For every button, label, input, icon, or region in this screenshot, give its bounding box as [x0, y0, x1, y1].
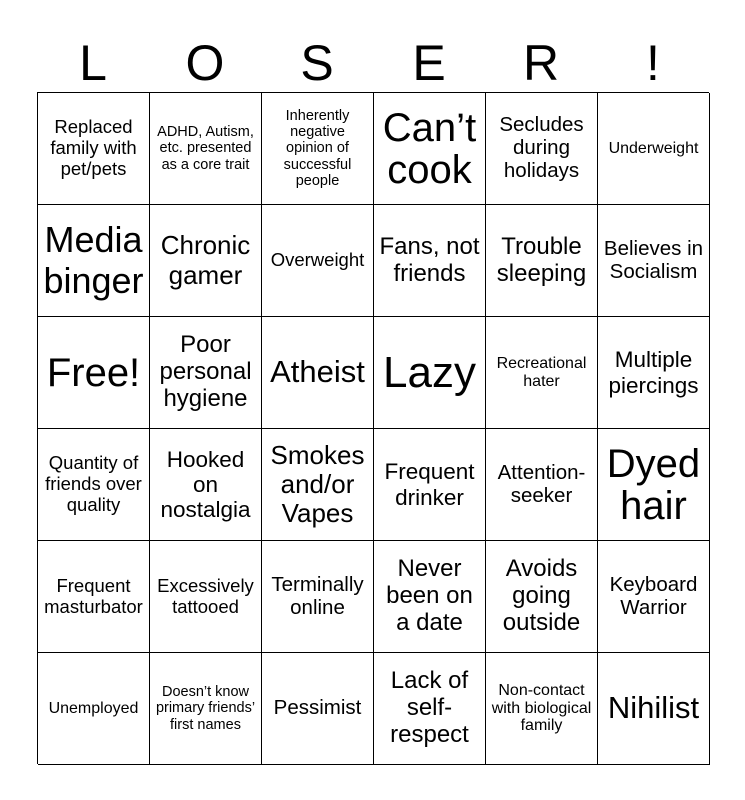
bingo-cell[interactable]: ADHD, Autism, etc. presented as a core trait: [150, 93, 262, 205]
title-letter-s: S: [300, 35, 334, 91]
bingo-cell[interactable]: Fans, not friends: [374, 205, 486, 317]
bingo-cell[interactable]: Lazy: [374, 317, 486, 429]
bingo-cell[interactable]: Media binger: [38, 205, 150, 317]
bingo-cell[interactable]: Keyboard Warrior: [598, 541, 710, 653]
bingo-cell[interactable]: Frequent drinker: [374, 429, 486, 541]
title-letter-e: E: [412, 35, 446, 91]
bingo-cell[interactable]: Replaced family with pet/pets: [38, 93, 150, 205]
bingo-cell[interactable]: Unemployed: [38, 653, 150, 765]
bingo-cell[interactable]: Nihilist: [598, 653, 710, 765]
bingo-cell[interactable]: Never been on a date: [374, 541, 486, 653]
title-letter-o: O: [185, 35, 225, 91]
bingo-board: [37, 92, 709, 764]
bingo-cell[interactable]: Pessimist: [262, 653, 374, 765]
bingo-cell[interactable]: Dyed hair: [598, 429, 710, 541]
bingo-title: [37, 34, 709, 92]
bingo-cell[interactable]: Overweight: [262, 205, 374, 317]
bingo-cell[interactable]: Doesn’t know primary friends’ first names: [150, 653, 262, 765]
bingo-cell[interactable]: Trouble sleeping: [486, 205, 598, 317]
bingo-cell[interactable]: Believes in Socialism: [598, 205, 710, 317]
bingo-cell[interactable]: Terminally online: [262, 541, 374, 653]
bingo-cell[interactable]: Chronic gamer: [150, 205, 262, 317]
bingo-cell[interactable]: Underweight: [598, 93, 710, 205]
bingo-cell[interactable]: Frequent masturbator: [38, 541, 150, 653]
bingo-cell[interactable]: Quantity of friends over quality: [38, 429, 150, 541]
bingo-cell[interactable]: Attention-seeker: [486, 429, 598, 541]
bingo-cell[interactable]: Excessively tattooed: [150, 541, 262, 653]
bingo-cell[interactable]: Lack of self-respect: [374, 653, 486, 765]
bingo-cell[interactable]: Inherently negative opinion of successful people: [262, 93, 374, 205]
title-letter-exclamation: !: [646, 35, 660, 91]
bingo-cell[interactable]: Avoids going outside: [486, 541, 598, 653]
title-letter-r: R: [522, 35, 560, 91]
bingo-cell[interactable]: Hooked on nostalgia: [150, 429, 262, 541]
bingo-cell[interactable]: Multiple piercings: [598, 317, 710, 429]
bingo-cell-free[interactable]: Free!: [38, 317, 150, 429]
bingo-cell[interactable]: Can’t cook: [374, 93, 486, 205]
title-letter-l: L: [79, 35, 107, 91]
bingo-cell[interactable]: Non-contact with biological family: [486, 653, 598, 765]
bingo-cell[interactable]: Recreational hater: [486, 317, 598, 429]
bingo-cell[interactable]: Secludes during holidays: [486, 93, 598, 205]
bingo-cell[interactable]: Atheist: [262, 317, 374, 429]
bingo-cell[interactable]: Smokes and/or Vapes: [262, 429, 374, 541]
bingo-cell[interactable]: Poor personal hygiene: [150, 317, 262, 429]
